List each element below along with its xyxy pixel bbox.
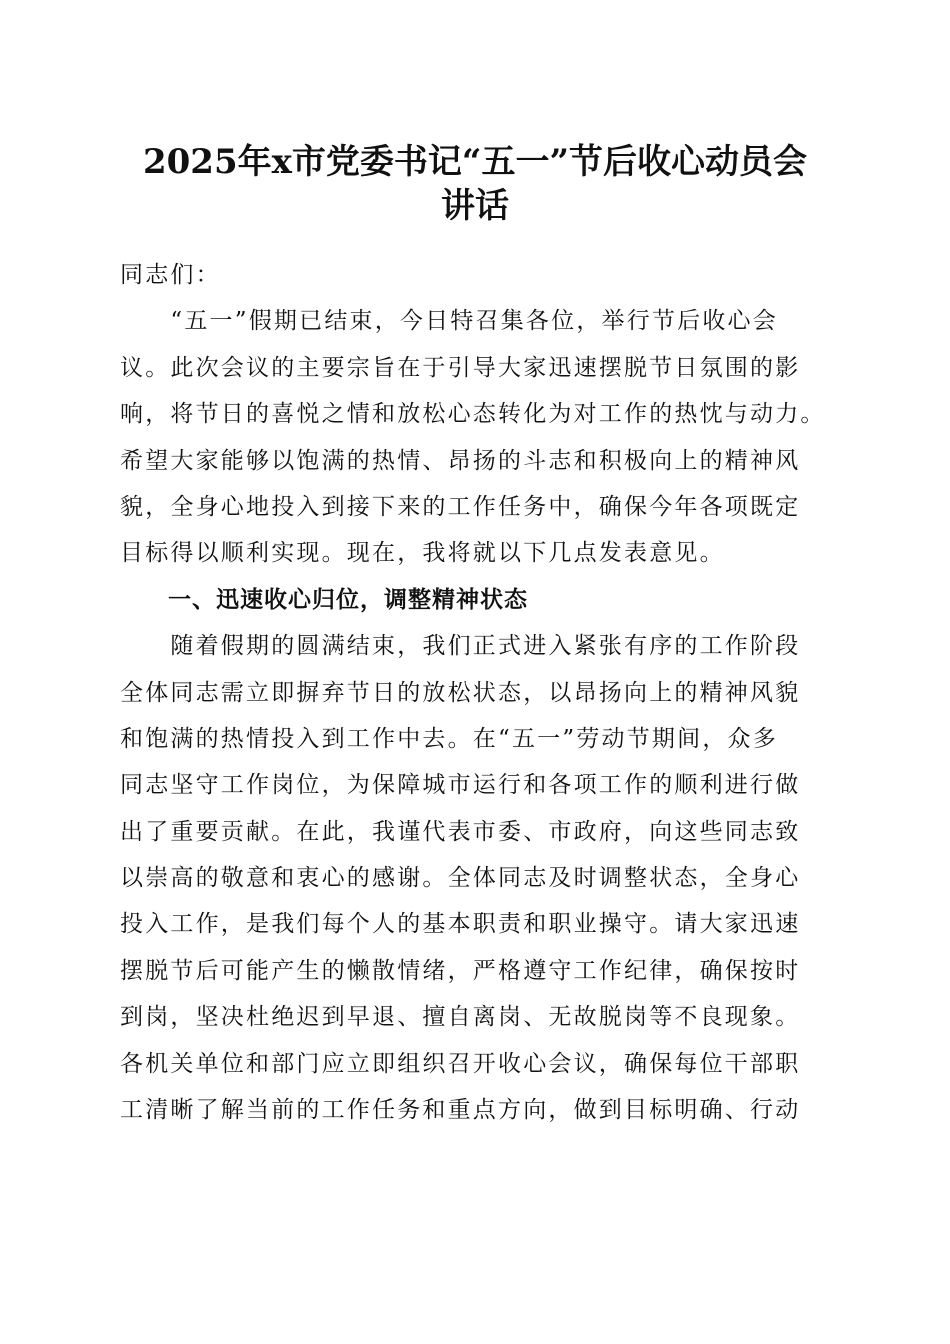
body-line: 和饱满的热情投入到工作中去。在“五一”劳动节期间，众多	[120, 725, 778, 752]
body-line: 随着假期的圆满结束，我们正式进入紧张有序的工作阶段	[120, 633, 801, 660]
title-line-1: 2025年x市党委书记“五一”节后收心动员会	[142, 142, 807, 182]
section-heading: 一、迅速收心归位，调整精神状态	[120, 586, 528, 613]
body-line: 全体同志需立即摒弃节日的放松状态，以昂扬向上的精神风貌	[120, 679, 801, 706]
body-line: 到岗，坚决杜绝迟到早退、擅自离岗、无故脱岗等不良现象。	[120, 1004, 801, 1031]
body-line: 摆脱节后可能产生的懒散情绪，严格遵守工作纪律，确保按时	[120, 957, 801, 984]
salutation: 同志们：	[120, 262, 221, 288]
title-line-2: 讲话	[441, 186, 509, 226]
body-line: 希望大家能够以饱满的热情、昂扬的斗志和积极向上的精神风	[120, 447, 801, 474]
body-line: 以崇高的敬意和衷心的感谢。全体同志及时调整状态，全身心	[120, 865, 801, 892]
document-title	[100, 140, 850, 228]
document-body	[120, 252, 832, 1133]
body-line: 议。此次会议的主要宗旨在于引导大家迅速摆脱节日氛围的影	[120, 354, 801, 381]
body-line: 貌，全身心地投入到接下来的工作任务中，确保今年各项既定	[120, 493, 801, 520]
body-line: 投入工作，是我们每个人的基本职责和职业操守。请大家迅速	[120, 911, 801, 938]
body-line: 同志坚守工作岗位，为保障城市运行和各项工作的顺利进行做	[120, 772, 801, 799]
body-line: 响，将节日的喜悦之情和放松心态转化为对工作的热忱与动力。	[120, 401, 826, 428]
body-line: “五一”假期已结束，今日特召集各位，举行节后收心会	[120, 308, 778, 335]
body-line: 出了重要贡献。在此，我谨代表市委、市政府，向这些同志致	[120, 818, 801, 845]
body-line: 目标得以顺利实现。现在，我将就以下几点发表意见。	[120, 540, 725, 567]
body-line: 各机关单位和部门应立即组织召开收心会议，确保每位干部职	[120, 1050, 801, 1077]
body-line: 工清晰了解当前的工作任务和重点方向，做到目标明确、行动	[120, 1097, 801, 1124]
